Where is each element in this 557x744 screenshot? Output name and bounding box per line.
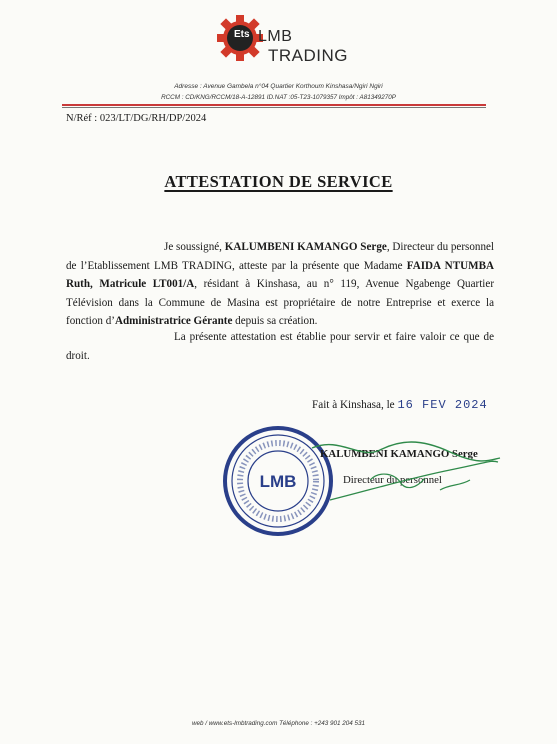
company-registration: RCCM : CD/KNG/RCCM/18-A-12891 ID.NAT :05-T23-1079357 Impôt : A81349270P (161, 94, 396, 101)
header-divider-grey (62, 107, 486, 108)
employee-name: FAIDA NTUMBA Ruth, Matricule LT001/A (66, 259, 494, 291)
employee-function: Administratrice Gérante (115, 315, 233, 328)
director-name: KALUMBENI KAMANGO Serge (224, 241, 387, 253)
document-title: ATTESTATION DE SERVICE (164, 172, 393, 191)
signatory-role: Directeur du personnel (343, 474, 442, 486)
footer-contact: web / www.ets-lmbtrading.com Téléphone : +243 901 204 531 (191, 720, 366, 727)
signatory-name: KALUMBENI KAMANGO Serge (320, 448, 478, 460)
logo-trading-text: TRADING (268, 46, 348, 65)
issue-date: Fait à Kinshasa, le 16 FEV 2024 (312, 398, 488, 412)
header-divider-red (62, 104, 486, 106)
company-address: Adresse : Avenue Gambela n°04 Quartier Korthoum Kinshasa/Ngiri Ngiri (174, 83, 383, 90)
body-paragraph-2: La présente attestation est établie pour servir et faire valoir ce que de droit. (66, 331, 494, 362)
handwritten-signature (300, 430, 505, 510)
seal-logo-text: LMB (259, 472, 297, 491)
company-logo (216, 14, 356, 68)
reference-number: N/Réf : 023/LT/DG/RH/DP/2024 (66, 113, 207, 124)
logo-lmb-text: LMB (258, 28, 293, 45)
body-paragraph-1: Je soussigné, KALUMBENI KAMANGO Serge, Directeur du personnel de l’Etablissement LMB TRADING, atteste par la présente que Madame FAIDA NTUMBA Ruth, Matricule LT001/A, résidant à Kinshasa, au n° 119, Avenue Ngabenge Quartier Télévision dans la Commune de Masina est propriétaire de notre Entreprise et exerce la fonction d’Administratrice Gérante depuis sa création. (66, 241, 495, 328)
logo-ets-text: Ets (234, 29, 250, 40)
date-stamp: 16 FEV 2024 (397, 398, 488, 412)
